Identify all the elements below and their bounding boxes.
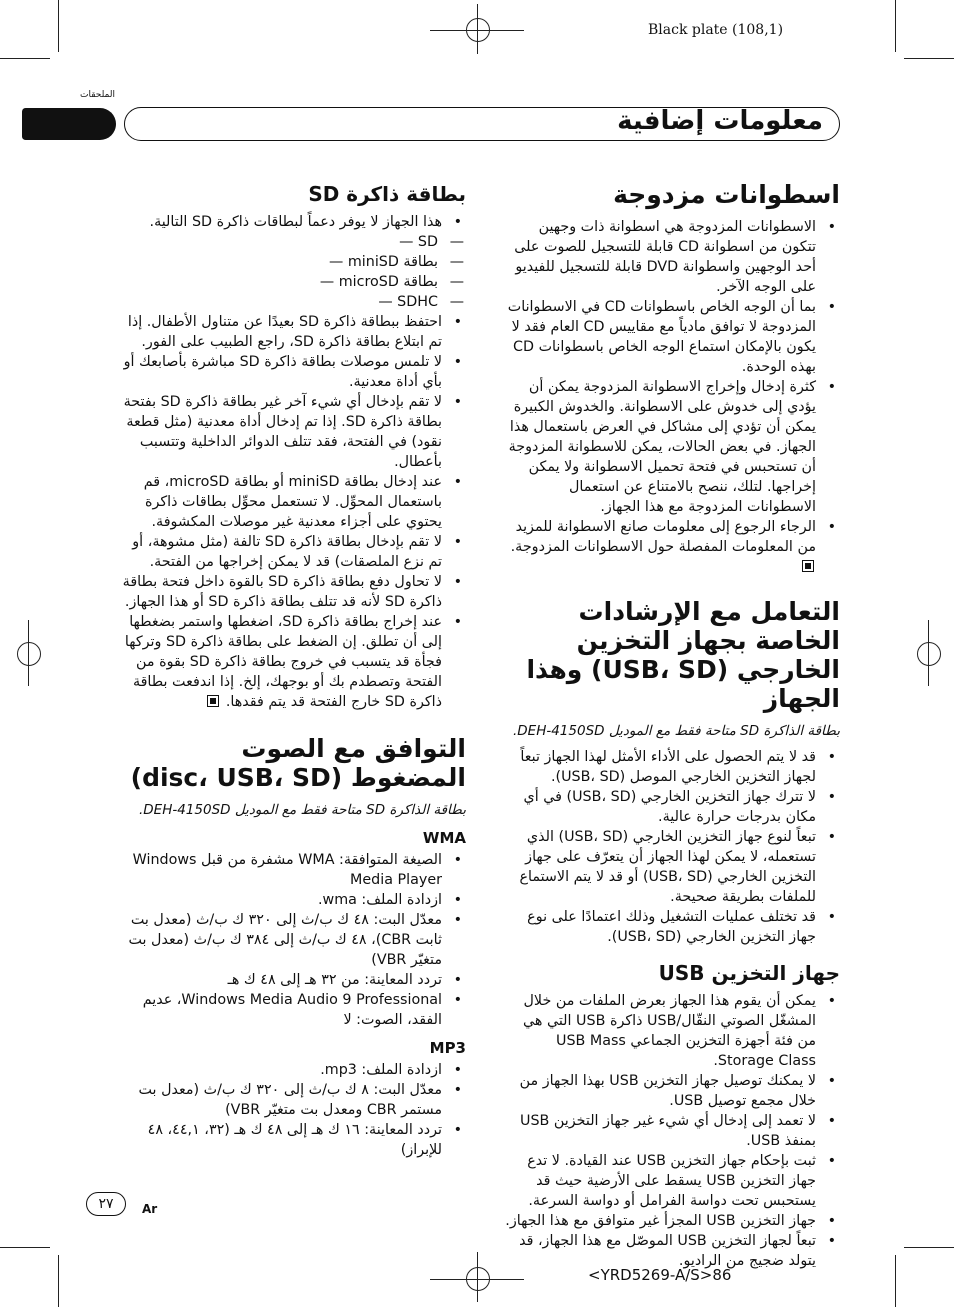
crop-mark	[58, 1255, 59, 1307]
list-item: • الاسطوانات المزدوجة هي اسطوانة ذات وجهين تتكون من اسطوانة CD قابلة للتسجيل للصوت على أحد الوجهين واسطوانة DVD قابلة للتسجيل للفيديو على الوجه الآخر.	[500, 217, 840, 297]
crop-mark	[904, 1247, 954, 1248]
list-item: — SD —	[120, 232, 466, 252]
language-code: Ar	[142, 1202, 158, 1216]
ext-note: بطاقة الذاكرة SD متاحة فقط مع الموديل DEH-4150SD.	[512, 723, 840, 739]
list-item: • عند إدخال بطاقة miniSD أو بطاقة microSD، قم باستعمال المحوِّل. لا تستعمل محوِّل بطاقات ذاكرة يحتوي على أجزاء معدنية غير موصلات المكشوفة.	[120, 472, 466, 532]
list-item: • معدّل البت: ٨ ك ب/ث إلى ٣٢٠ ك ب/ث (معدل بت مستمر CBR ومعدل بت متغيّر VBR)	[120, 1080, 466, 1120]
list-item: • تردد المعاينة: ١٦ ك هـ إلى ٤٨ ك هـ (٣٢، ٤٤,١، ٤٨ للإبراز)	[120, 1120, 466, 1160]
list-item: • الصيغة المتوافقة: WMA مشفرة من قبل Windows Media Player	[120, 850, 466, 890]
section-tag: الملحقات	[80, 90, 116, 100]
crop-mark	[904, 58, 954, 59]
section-tab	[22, 108, 116, 140]
mp3-label: MP3	[429, 1039, 466, 1057]
list-item: • كثرة إدخال وإخراج الاسطوانة المزدوجة يمكن أن يؤدي إلى خدوش على الاسطوانة. والخدوش الكبيرة يمكن أن تؤدي إلى مشاكل في العرض باستعمال هذا الجهاز. في بعض الحالات، يمكن للاسطوانة المزدوجة أن تستحبس في فتحة تحميل الاسطوانة ولا يمكن إخراجها. لتلك، ننصح بالامتناع عن استعمال الاسطوانات المزدوجة مع هذا الجهاز.	[500, 377, 840, 517]
list-item	[500, 517, 840, 577]
right-column	[500, 180, 840, 1271]
compat-heading: التوافق مع الصوت المضغوط (disc، USB، SD)	[130, 734, 466, 792]
crop-mark	[0, 1247, 50, 1248]
crop-mark	[477, 4, 478, 54]
list-item: • ازدادة الملف: mp3.	[120, 1060, 466, 1080]
registration-mark	[917, 642, 941, 666]
sd-heading: بطاقة ذاكرة SD	[308, 182, 466, 206]
page-title: معلومات إضافية	[617, 106, 823, 136]
compat-note: بطاقة الذاكرة SD متاحة فقط مع الموديل DEH-4150SD.	[138, 802, 466, 818]
left-column	[120, 182, 466, 1160]
list-item	[120, 612, 466, 712]
list-item: — بطاقة microSD —	[120, 272, 466, 292]
list-item: • تردد المعاينة: من ٣٢ هـ إلى ٤٨ ك هـ	[120, 970, 466, 990]
list-item: • قد تختلف عمليات التشغيل وذلك اعتمادًا على نوع جهاز التخزين الخارجي (USB، SD).	[500, 907, 840, 947]
page-title-bar	[124, 107, 840, 141]
list-item: • لا تلمس موصلات بطاقة ذاكرة SD مباشرة بأصابعك أو بأي أداة معدنية.	[120, 352, 466, 392]
registration-mark	[17, 642, 41, 666]
list-item: • تبعاً لنوع جهاز التخزين الخارجي (USB، SD) الذي تستعمله، لا يمكن لهذا الجهاز أن يتعرّف على جهاز التخزين الخارجي (USB، SD) أو قد لا يتم الاستماع للملفات بطريقة صحيحة.	[500, 827, 840, 907]
list-item: • بما أن الوجه الخاص باسطوانات CD في الاسطوانات المزدوجة لا توافق مادياً مع مقاييس CD العام فقد لا يكون بالإمكان استماع الوجه الخاص باسطوانات CD بهذه الوحدة.	[500, 297, 840, 377]
list-item: — SDHC —	[120, 292, 466, 312]
crop-mark	[477, 1252, 478, 1302]
list-item: • لا تقم بإدخال بطاقة ذاكرة SD تالفة (مثل مشوهة، أو تم نزع الملصقات) قد لا يمكن إخراجها من الفتحة.	[120, 532, 466, 572]
plate-label: Black plate (108,1)	[648, 22, 784, 38]
crop-mark	[0, 58, 50, 59]
crop-mark	[895, 1255, 896, 1307]
cd-heading: اسطوانات مزدوجة	[613, 180, 840, 209]
crop-mark	[928, 620, 929, 686]
end-mark-icon	[207, 695, 219, 707]
document-code: <YRD5269-A/S>86	[588, 1266, 732, 1284]
page-number: ٢٧	[86, 1192, 126, 1216]
ext-heading: التعامل مع الإرشادات الخاصة بجهاز التخزين الخارجي (USB، SD) وهذا الجهاز	[526, 597, 840, 713]
list-item: • معدّل البت: ٤٨ ك ب/ث إلى ٣٢٠ ك ب/ث (معدل بت ثابت CBR)، ٤٨ ك ب/ث إلى ٣٨٤ ك ب/ث (معدل بت متغيّر VBR)	[120, 910, 466, 970]
crop-mark	[58, 0, 59, 52]
list-item: • لا تترك جهاز التخزين الخارجي (USB، SD) في أي مكان بدرجات حرارة عالية.	[500, 787, 840, 827]
list-item: • ثبت بإحكام جهاز التخزين USB عند القيادة. لا تدع جهاز التخزين USB يسقط على الأرضية حيث قد يستحبس تحت دواسة الفرامل أو دواسة السرعة.	[500, 1151, 840, 1211]
list-item: • احتفظ ببطاقة ذاكرة SD بعيدًا عن متناول الأطفال. إذا تم ابتلاع بطاقة ذاكرة SD، راجع الطبيب على الفور.	[120, 312, 466, 352]
list-item: • قد لا يتم الحصول على الأداء الأمثل لهذا الجهاز تبعاً لجهاز التخزين الخارجي الموصل (USB، SD).	[500, 747, 840, 787]
list-item: • يمكن أن يقوم هذا الجهاز بعرض الملفات من خلال المشغّل الصوتي النقّال/USB ذاكرة USB التي هي من فئة أجهزة التخزين الجماعي USB Mass Storage Class.	[500, 991, 840, 1071]
list-item: • Windows Media Audio 9 Professional، عديم الفقد، الصوت: لا	[120, 990, 466, 1030]
list-item: • تبعاً لجهاز التخزين USB الموصّل مع هذا الجهاز، قد يتولد ضجيج من الراديو.	[500, 1231, 840, 1271]
list-item-text: عند إخراج بطاقة ذاكرة SD، اضغطها واستمر بضغطها إلى أن تطلق. إن الضغط على بطاقة ذاكرة SD وتركها فجأة قد يتسبب في خروج بطاقة ذاكرة SD بقوة من الفتحة وتصطدم بك أو بوجهك، إلخ. إذا اندفعت بطاقة ذاكرة SD خارج الفتحة قد يتم فقدها.	[124, 614, 442, 710]
list-item: • هذا الجهاز لا يوفر دعماً لبطاقات ذاكرة SD التالية.	[120, 212, 466, 232]
list-item: • لا تعمد إلى إدخال أي شيء غير جهاز التخزين USB بمنفذ USB.	[500, 1111, 840, 1151]
usb-heading: جهاز التخزين USB	[658, 961, 840, 985]
list-item: • ازدادة الملف: wma.	[120, 890, 466, 910]
list-item: • لا تقم بإدخال أي شيء آخر غير بطاقة ذاكرة SD بفتحة بطاقة ذاكرة SD. إذا تم إدخال أداة معدنية (مثل قطعة نقود) في الفتحة، فقد تتلف الدوائر الداخلية وتتسبب بأعطال.	[120, 392, 466, 472]
wma-label: WMA	[422, 829, 466, 847]
list-item: • لا يمكنك توصيل جهاز التخزين USB بهذا الجهاز من خلال مجمع توصيل USB.	[500, 1071, 840, 1111]
list-item-text: الرجاء الرجوع إلى معلومات صانع الاسطوانة للمزيد من المعلومات المفصلة حول الاسطوانات المزدوجة.	[510, 519, 816, 555]
crop-mark	[895, 0, 896, 52]
list-item: • جهاز التخزين USB المجزأ غير متوافق مع هذا الجهاز.	[500, 1211, 840, 1231]
list-item: — بطاقة miniSD —	[120, 252, 466, 272]
list-item: • لا تحاول دفع بطاقة ذاكرة SD بالقوة داخل فتحة بطاقة ذاكرة SD لأنه قد تتلف بطاقة ذاكرة SD أو هذا الجهاز.	[120, 572, 466, 612]
crop-mark	[28, 620, 29, 686]
end-mark-icon	[802, 560, 814, 572]
